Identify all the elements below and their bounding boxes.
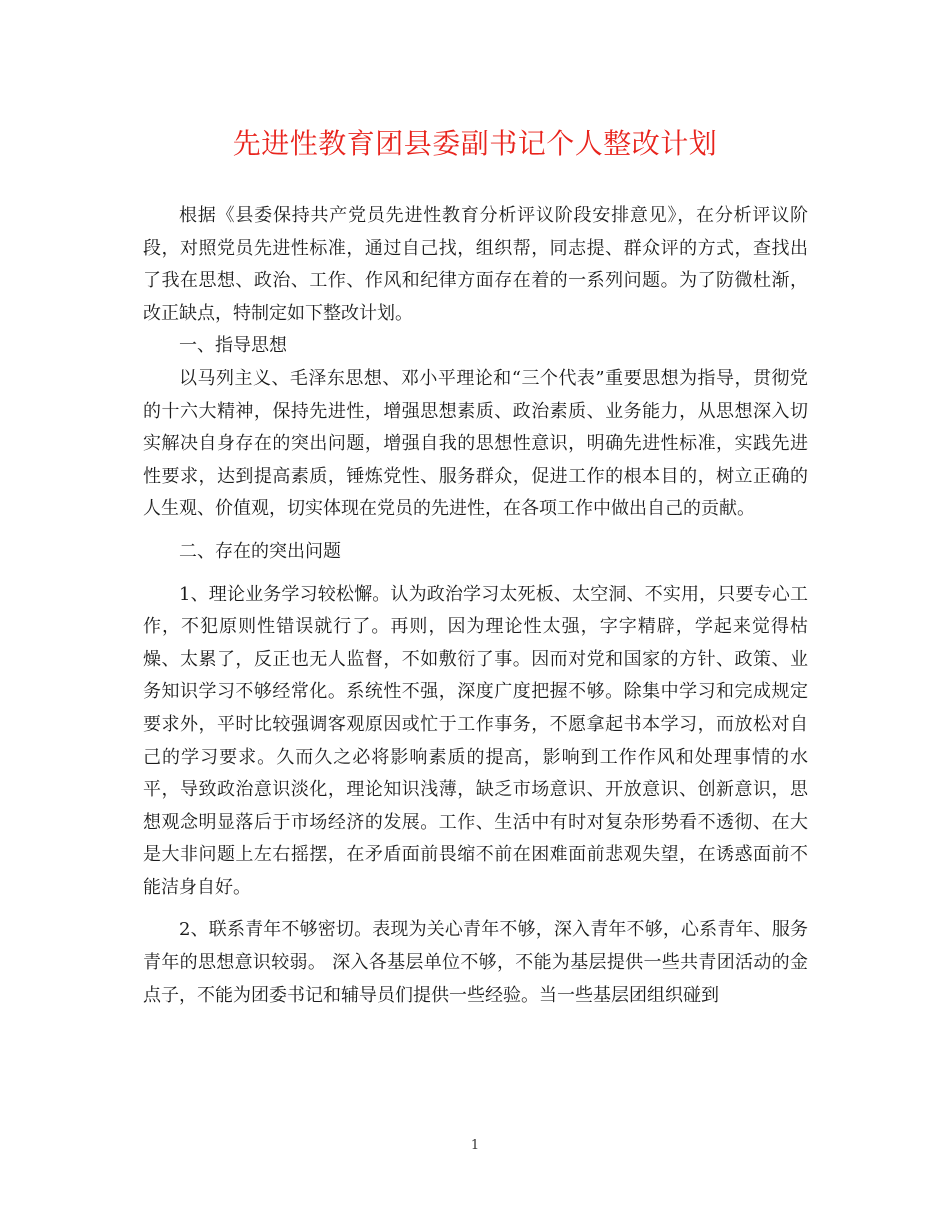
section-heading-problems: 二、存在的突出问题 bbox=[179, 540, 341, 562]
problem-paragraph-2: 2、联系青年不够密切。表现为关心青年不够，深入青年不够，心系青年、服务青年的思想意识较弱。 深入各基层单位不够，不能为基层提供一些共青团活动的金点子，不能为团委书记和辅导员们提供一些经验。当一些基层团组织碰到 bbox=[143, 919, 808, 1006]
guiding-ideology-paragraph: 以马列主义、毛泽东思想、邓小平理论和“三个代表”重要思想为指导，贯彻党的十六大精神，保持先进性，增强思想素质、政治素质、业务能力，从思想深入切实解决自身存在的突出问题，增强自我的思想性意识，明确先进性标准，实践先进性要求，达到提高素质，锤炼党性、服务群众，促进工作的根本目的，树立正确的人生观、价值观，切实体现在党员的先进性，在各项工作中做出自己的贡献。 bbox=[143, 367, 808, 520]
problem-paragraph-1: 1、理论业务学习较松懈。认为政治学习太死板、太空洞、不实用，只要专心工作，不犯原则性错误就行了。再则，因为理论性太强，字字精辟，学起来觉得枯燥、太累了，反正也无人监督，不如敷衍了事。因而对党和国家的方针、政策、业务知识学习不够经常化。系统性不强，深度广度把握不够。除集中学习和完成规定要求外，平时比较强调客观原因或忙于工作事务，不愿拿起书本学习，而放松对自己的学习要求。久而久之必将影响素质的提高，影响到工作作风和处理事情的水平，导致政治意识淡化，理论知识浅薄，缺乏市场意识、开放意识、创新意识，思想观念明显落后于市场经济的发展。工作、生活中有时对复杂形势看不透彻、在大是大非问题上左右摇摆，在矛盾面前畏缩不前在困难面前悲观失望，在诱惑面前不能洁身自好。 bbox=[143, 583, 808, 898]
document-title: 先进性教育团县委副书记个人整改计划 bbox=[232, 127, 718, 160]
section-heading-guiding-ideology: 一、指导思想 bbox=[179, 335, 287, 357]
intro-paragraph: 根据《县委保持共产党员先进性教育分析评议阶段安排意见》，在分析评议阶段，对照党员先进性标准，通过自己找，组织帮，同志提、群众评的方式，查找出了我在思想、政治、工作、作风和纪律方面存在着的一系列问题。为了防微杜渐，改正缺点，特制定如下整改计划。 bbox=[143, 205, 808, 324]
page-number: 1 bbox=[470, 1138, 480, 1153]
document-body bbox=[143, 200, 808, 1012]
